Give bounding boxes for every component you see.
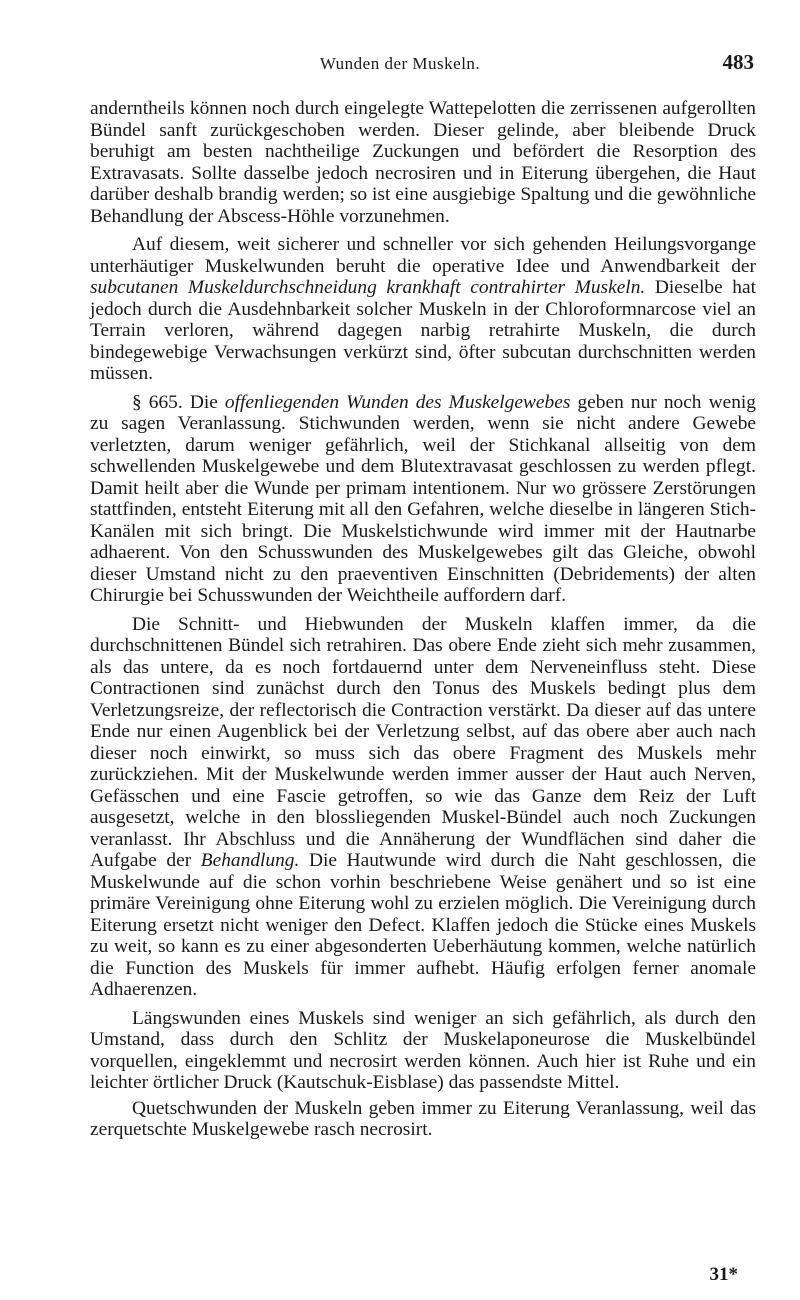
running-title: Wunden der Muskeln. — [319, 54, 481, 73]
body-text — [90, 98, 756, 1148]
paragraph-2 — [90, 234, 756, 385]
paragraph-3 — [90, 392, 756, 607]
paragraph-2-text-a: Auf diesem, weit sicherer und schneller vor sich gehenden Heilungsvorgange unterhäutiger Muskelwunden beruht die operative Idee und Anwendbarkeit der — [90, 234, 756, 277]
paragraph-4 — [90, 614, 756, 1001]
paragraph-1-text: anderntheils können noch durch eingelegte Wattepelotten die zerrissenen aufgerollten Bündel sanft zurückgeschoben werden. Dieser gelinde, aber bleibende Druck beruhigt am besten nachtheilige Zuckungen und befördert die Resorption des Extravasats. Sollte dasselbe jedoch necrosiren und in Eiterung übergehen, die Haut darüber deshalb brandig werden; so ist eine ausgiebige Spaltung und die gewöhnliche Behandlung der Abscess-Höhle vorzunehmen. — [90, 98, 756, 227]
paragraph-4-text-a: Die Schnitt- und Hiebwunden der Muskeln klaffen immer, da die durchschnittenen Bündel sich retrahiren. Das obere Ende zieht sich mehr zusammen, als das untere, da es noch fortdauernd unter dem Nerveneinfluss steht. Diese Contractionen sind zunächst durch den Tonus des Muskels bedingt plus dem Verletzungsreize, der reflectorisch die Contraction verstärkt. Da dieser auf das untere Ende nur einen Augenblick bei der Verletzung selbst, auf das obere aber auch nach dieser noch einwirkt, so muss sich das obere Fragment des Muskels mehr zurückziehen. Mit der Muskelwunde werden immer ausser der Haut auch Nerven, Gefässchen und eine Fascie getroffen, so wie das Ganze dem Reiz der Luft ausgesetzt, welche in den blossliegenden Muskel-Bündel auch noch Zuckungen veranlasst. Ihr Abschluss und die Annäherung der Wundflächen sind daher die Aufgabe der — [90, 613, 756, 871]
paragraph-1 — [90, 98, 756, 227]
paragraph-4-emphasis: Behandlung. — [200, 850, 300, 871]
paragraph-6-text: Quetschwunden der Muskeln geben immer zu Eiterung Veranlassung, weil das zerquetschte Muskelgewebe rasch necrosirt. — [90, 1097, 756, 1140]
paragraph-3-text-b: geben nur noch wenig zu sagen Veranlassung. Stichwunden werden, wenn sie nicht andere Gewebe verletzten, darum weniger gefährlich, weil der Stichkanal allseitig von dem schwellenden Muskelgewebe und dem Blutextravasat geschlossen zu werden pflegt. Damit heilt aber die Wunde per primam intentionem. Nur wo grössere Zerstörungen stattfinden, entsteht Eiterung mit all den Gefahren, welche dieselbe in längeren Stich-Kanälen mit sich bringt. Die Muskelstichwunde wird immer mit der Hautnarbe adhaerent. Von den Schusswunden des Muskelgewebes gilt das Gleiche, obwohl dieser Umstand nicht zu den praeventiven Einschnitten (Debridements) der alten Chirurgie bei Schusswunden der Weichtheile auffordern darf. — [90, 391, 756, 606]
signature-mark: 31* — [709, 1264, 738, 1285]
paragraph-5-text: Längswunden eines Muskels sind weniger an sich gefährlich, als durch den Umstand, dass durch den Schlitz der Muskelaponeurose die Muskelbündel vorquellen, eingeklemmt und necrosirt werden können. Auch hier ist Ruhe und ein leichter örtlicher Druck (Kautschuk-Eisblase) das passendste Mittel. — [90, 1007, 756, 1093]
paragraph-3-emphasis: offenliegenden Wunden des Muskelgewebes — [224, 391, 571, 413]
page-number: 483 — [722, 50, 754, 74]
paragraph-2-text-b: Dieselbe hat jedoch durch die Ausdehnbarkeit solcher Muskeln in der Chloroformnarcose viel an Terrain verloren, während dagegen narbig retrahirte Muskeln, die durch bindegewebige Verwachsungen verkürzt sind, öfter subcutan durchschnitten werden müssen. — [90, 277, 756, 384]
paragraph-4-text-b: Die Hautwunde wird durch die Naht geschlossen, die Muskelwunde auf die schon vorhin beschriebene Weise genähert und so ist eine primäre Vereinigung ohne Eiterung wohl zu erzielen möglich. Die Vereinigung durch Eiterung ersetzt nicht weniger den Defect. Klaffen jedoch die Stücke eines Muskels zu weit, so kann es zu einer abgesonderten Ueberhäutung kommen, welche natürlich die Function des Muskels für immer aufhebt. Häufig erfolgen ferner anomale Adhaerenzen. — [90, 850, 756, 1000]
paragraph-3-text-a: § 665. Die — [132, 391, 225, 413]
paragraph-6 — [90, 1098, 756, 1141]
paragraph-2-emphasis: subcutanen Muskeldurchschneidung krankhaft contrahirter Muskeln. — [90, 277, 646, 298]
paragraph-5 — [90, 1008, 756, 1094]
